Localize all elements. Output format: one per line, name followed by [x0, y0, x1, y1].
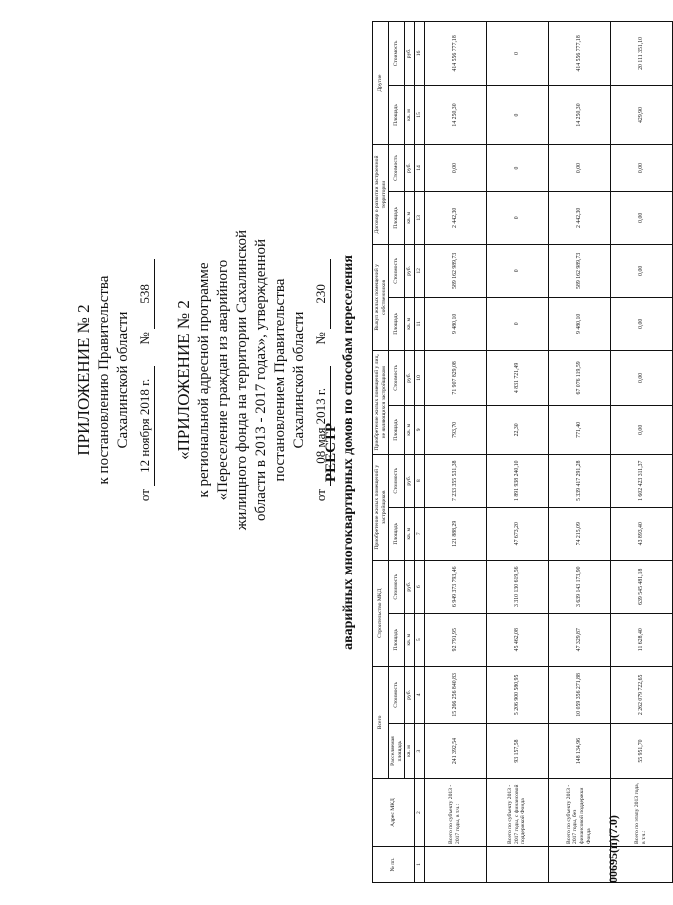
table-units-row [405, 22, 415, 883]
table-subheader-row [389, 22, 405, 883]
cell: 9 480,10 [424, 297, 486, 350]
cell: 20 111 351,10 [610, 22, 672, 86]
appendix-line: к региональной адресной программе [196, 262, 212, 498]
column-number: 11 [414, 297, 424, 350]
cell: 0,00 [610, 191, 672, 244]
col-number-header: № пп. [373, 846, 415, 882]
unit: руб. [405, 454, 415, 507]
column-number: 4 [414, 666, 424, 723]
cell: 3 310 130 619,56 [486, 560, 548, 613]
group-header: Договор о развитии застроенной территории [373, 145, 389, 245]
unit: кв. м [405, 297, 415, 350]
column-number: 9 [414, 405, 424, 454]
column-number: 12 [414, 244, 424, 297]
appendix-header-original [174, 155, 331, 605]
unit: руб. [405, 244, 415, 297]
cell: 793,70 [424, 405, 486, 454]
cell: 2 442,30 [424, 191, 486, 244]
column-number: 5 [414, 613, 424, 666]
cell: 93 157,58 [486, 723, 548, 778]
column-numbers-row [414, 22, 424, 883]
unit: кв. м [405, 613, 415, 666]
cell: 0 [486, 145, 548, 192]
cell: 11 628,40 [610, 613, 672, 666]
appendix-date: 08 мая 2013 г. [311, 366, 331, 486]
cell: 74 215,09 [548, 507, 610, 560]
subheader: Стоимость [389, 560, 405, 613]
row-number [486, 846, 548, 882]
group-header: Строительство МКД [373, 560, 389, 666]
row-number [548, 846, 610, 882]
cell: 0,00 [424, 145, 486, 192]
table-row [486, 22, 548, 883]
subheader: Расселяемая площадь [389, 723, 405, 778]
unit: кв. м [405, 507, 415, 560]
column-number: 15 [414, 85, 424, 144]
unit: кв. м [405, 405, 415, 454]
column-number: 1 [414, 846, 424, 882]
cell: 10 059 356 271,88 [548, 666, 610, 723]
cell: 0,00 [610, 145, 672, 192]
unit: руб. [405, 560, 415, 613]
row-address: Всего по субъекту 2013 - 2017 годы, с финансовой поддержкой Фонда [486, 779, 548, 847]
column-number: 6 [414, 560, 424, 613]
document-code: 00695(п)(7.0) [606, 815, 620, 883]
unit: руб. [405, 350, 415, 405]
subheader: Стоимость [389, 145, 405, 192]
cell: 0,00 [610, 350, 672, 405]
appendix-number: 538 [135, 259, 155, 329]
appendix-line: области в 2013 - 2017 годах», утвержденной [253, 238, 269, 522]
cell: 0 [486, 22, 548, 86]
group-header: Приобретение жилых помещений у застройщиков [373, 454, 389, 560]
cell: 9 480,10 [548, 297, 610, 350]
cell: 5 339 417 291,28 [548, 454, 610, 507]
cell: 148 134,96 [548, 723, 610, 778]
cell: 14 250,30 [424, 85, 486, 144]
column-number: 7 [414, 507, 424, 560]
cell: 47 673,20 [486, 507, 548, 560]
appendix-date: 12 ноября 2018 г. [135, 366, 155, 486]
appendix-number: 230 [311, 259, 331, 329]
appendix-line: постановлением Правительства [272, 278, 288, 482]
column-number: 2 [414, 779, 424, 847]
cell: 0 [486, 297, 548, 350]
unit: кв. м [405, 191, 415, 244]
unit: кв. м [405, 723, 415, 778]
appendix-title: «ПРИЛОЖЕНИЕ № 2 [174, 300, 193, 460]
cell: 0 [486, 191, 548, 244]
cell: 6 949 373 793,46 [424, 560, 486, 613]
cell: 47 329,87 [548, 613, 610, 666]
subheader: Стоимость [389, 666, 405, 723]
row-number [424, 846, 486, 882]
subheader: Стоимость [389, 244, 405, 297]
cell: 22,30 [486, 405, 548, 454]
cell: 589 162 989,73 [424, 244, 486, 297]
subheader: Площадь [389, 191, 405, 244]
cell: 43 893,40 [610, 507, 672, 560]
cell: 7 233 355 531,38 [424, 454, 486, 507]
register-table [372, 21, 673, 883]
appendix-line: Сахалинской области [291, 311, 307, 449]
cell: 0,00 [610, 405, 672, 454]
row-address: Всего по этапу 2013 года, в т.ч.: [610, 779, 672, 847]
register-subtitle: аварийных многоквартирных домов по способам переселения [341, 255, 356, 650]
appendix-title: ПРИЛОЖЕНИЕ № 2 [74, 304, 93, 456]
cell: 3 639 143 173,90 [548, 560, 610, 613]
column-number: 8 [414, 454, 424, 507]
cell: 1 602 423 311,37 [610, 454, 672, 507]
subheader: Площадь [389, 613, 405, 666]
cell: 67 076 119,59 [548, 350, 610, 405]
subheader: Площадь [389, 85, 405, 144]
cell: 2 262 079 722,65 [610, 666, 672, 723]
row-address: Всего по субъекту 2013 - 2017 годы, без финансовой поддержки Фонда [548, 779, 610, 847]
unit: кв. м [405, 85, 415, 144]
subheader: Стоимость [389, 454, 405, 507]
column-number: 14 [414, 145, 424, 192]
unit: руб. [405, 666, 415, 723]
subheader: Стоимость [389, 350, 405, 405]
column-number: 13 [414, 191, 424, 244]
subheader: Стоимость [389, 22, 405, 86]
cell: 14 250,30 [548, 85, 610, 144]
cell: 639 545 481,18 [610, 560, 672, 613]
group-header: Другие [373, 22, 389, 145]
table-header-row [373, 22, 389, 883]
cell: 1 891 938 240,10 [486, 454, 548, 507]
register-title: РЕЕСТР [323, 422, 339, 483]
cell: 15 266 256 840,83 [424, 666, 486, 723]
cell: 0,00 [610, 297, 672, 350]
cell: 71 907 829,08 [424, 350, 486, 405]
appendix-line: «Переселение граждан из аварийного [215, 259, 231, 501]
cell: 2 442,30 [548, 191, 610, 244]
row-number [610, 846, 672, 882]
subheader: Площадь [389, 507, 405, 560]
table-row [610, 22, 672, 883]
column-number: 3 [414, 723, 424, 778]
group-header: Всего [373, 666, 389, 778]
appendix-date-line: от 12 ноября 2018 г. № 538 [135, 155, 155, 605]
cell: 771,40 [548, 405, 610, 454]
appendix-line: к постановлению Правительства [96, 275, 112, 485]
group-header: Приобретение жилых помещений у лиц, не являющихся застройщиком [373, 350, 389, 454]
table-row [424, 22, 486, 883]
unit: руб. [405, 145, 415, 192]
appendix-date-line: от 08 мая 2013 г. № 230 [311, 155, 331, 605]
row-address: Всего по субъекту 2013 - 2017 годы, в т.ч.: [424, 779, 486, 847]
col-address-header: Адрес МКД [373, 779, 415, 847]
cell: 0 [486, 85, 548, 144]
unit: руб. [405, 22, 415, 86]
cell: 45 462,08 [486, 613, 548, 666]
cell: 241 392,54 [424, 723, 486, 778]
group-header: Выкуп жилых помещений у собственников [373, 244, 389, 350]
cell: 589 162 989,73 [548, 244, 610, 297]
cell: 0 [486, 244, 548, 297]
cell: 0,00 [610, 244, 672, 297]
cell: 92 791,95 [424, 613, 486, 666]
appendix-line: жилищного фонда на территории Сахалинской [234, 229, 250, 531]
column-number: 10 [414, 350, 424, 405]
table-row [548, 22, 610, 883]
appendix-line: Сахалинской области [115, 311, 131, 449]
cell: 429,90 [610, 85, 672, 144]
column-number: 16 [414, 22, 424, 86]
cell: 55 951,70 [610, 723, 672, 778]
subheader: Площадь [389, 297, 405, 350]
cell: 121 888,29 [424, 507, 486, 560]
cell: 4 831 721,49 [486, 350, 548, 405]
appendix-header-current [74, 155, 155, 605]
cell: 414 556 777,18 [424, 22, 486, 86]
cell: 0,00 [548, 145, 610, 192]
cell: 414 556 777,18 [548, 22, 610, 86]
subheader: Площадь [389, 405, 405, 454]
cell: 5 206 900 580,95 [486, 666, 548, 723]
